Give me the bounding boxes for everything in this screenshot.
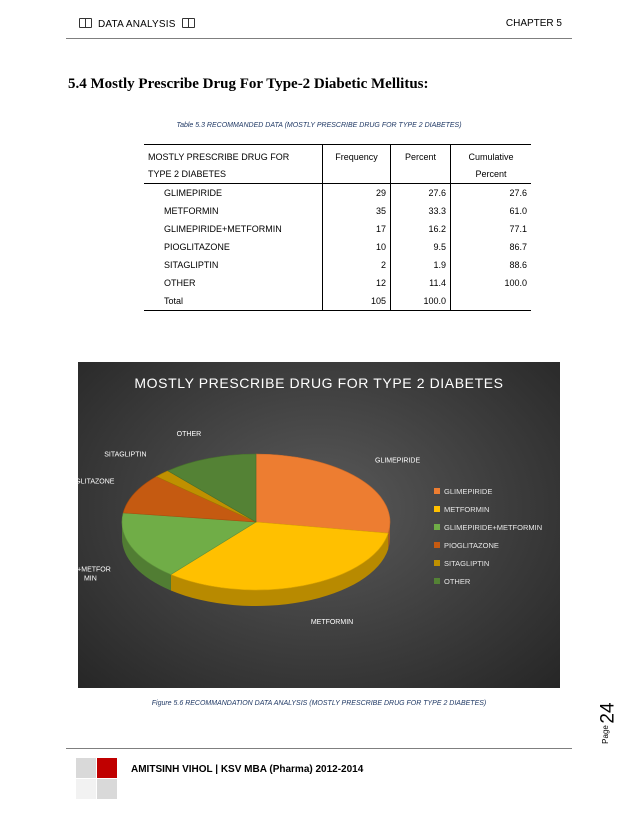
legend-swatch [434,488,440,494]
table-caption: Table 5.3 RECOMMANDED DATA (MOSTLY PRESCRIBE DRUG FOR TYPE 2 DIABETES) [176,122,462,129]
footer-square [76,758,96,778]
pie-chart [32,362,560,688]
header-percent: Percent [391,145,451,184]
header-cumulative: Cumulative Percent [451,145,532,184]
legend-swatch [434,578,440,584]
pie-chart-panel [32,362,560,688]
legend-swatch [434,542,440,548]
frequency-table [144,144,531,311]
slice-label: OTHER [176,430,202,438]
legend-label: SITAGLIPTIN [444,559,490,568]
figure-caption: Figure 5.6 RECOMMANDATION DATA ANALYSIS (MOSTLY PRESCRIBE DRUG FOR TYPE 2 DIABETES) [151,700,487,707]
footer-square [97,758,117,778]
table-row: OTHER 12 11.4 100.0 [144,274,531,292]
footer-rule [66,748,572,749]
pie-slice-glimepiride [256,454,390,533]
table-row: GLIMEPIRIDE 29 27.6 27.6 [144,184,531,203]
legend-label: GLIMEPIRIDE+METFORMIN [444,523,543,532]
legend-label: METFORMIN [444,505,490,514]
page-word: Page [600,725,610,744]
table-row: GLIMEPIRIDE+METFORMIN 17 16.2 77.1 [144,220,531,238]
header-drug: MOSTLY PRESCRIBE DRUG FOR TYPE 2 DIABETES [144,145,323,184]
table-row: PIOGLITAZONE 10 9.5 86.7 [144,238,531,256]
legend-label: OTHER [444,577,471,586]
slice-label: GLIMEPIRIDE+METFOR MIN [32,566,111,583]
legend-label: GLIMEPIRIDE [444,487,493,496]
footer-square [97,779,117,799]
legend-swatch [434,524,440,530]
slice-label: METFORMIN [310,619,354,627]
footer-square [76,779,96,799]
table-header-row [144,145,531,184]
header-frequency: Frequency [323,145,391,184]
running-header-left [76,18,198,30]
table-total-row: Total 105 100.0 [144,292,531,311]
header-rule [66,38,572,39]
slice-label: SITAGLIPTIN [104,451,147,459]
footer-author: AMITSINH VIHOL | KSV MBA (Pharma) 2012-2014 [131,764,364,775]
slice-label: GLIMEPIRIDE [375,457,421,465]
legend-swatch [434,560,440,566]
chapter-label: CHAPTER 5 [505,18,562,29]
table-row: METFORMIN 35 33.3 61.0 [144,202,531,220]
chart-title: MOSTLY PRESCRIBE DRUG FOR TYPE 2 DIABETES [134,375,504,391]
header-title: DATA ANALYSIS [97,19,176,30]
legend-label: PIOGLITAZONE [444,541,499,550]
legend-swatch [434,506,440,512]
open-book-icon [79,18,92,28]
open-book-icon [182,18,195,28]
section-title: 5.4 Mostly Prescribe Drug For Type-2 Diabetic Mellitus: [68,76,429,92]
page-number: 24 [597,702,619,724]
table-row: SITAGLIPTIN 2 1.9 88.6 [144,256,531,274]
page-number-block [597,700,624,760]
slice-label: PIOGLITAZONE [63,478,115,486]
